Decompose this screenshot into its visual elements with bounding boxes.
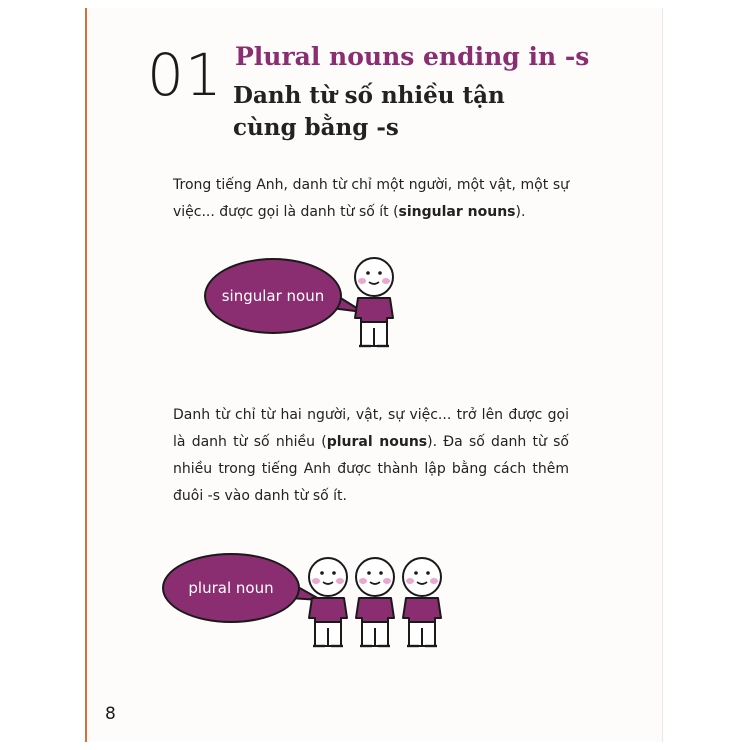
paragraph-singular-text: Trong tiếng Anh, danh từ chỉ một người, một vật, một sự việc... được gọi là danh từ số ít (	[173, 177, 569, 220]
speech-bubble-singular: singular noun	[204, 258, 342, 334]
page-number: 8	[105, 704, 116, 724]
book-page	[85, 8, 663, 742]
paragraph-plural-text: Danh từ chỉ từ hai người, vật, sự việc... trở lên được gọi là danh từ số nhiều (	[173, 407, 569, 450]
term-singular-nouns: singular nouns	[398, 204, 516, 220]
lesson-title-vietnamese: Danh từ số nhiều tận cùng bằng -s	[233, 82, 505, 141]
person-illustration	[349, 256, 399, 352]
lesson-title-english: Plural nouns ending in -s	[235, 42, 590, 71]
term-plural-nouns: plural nouns	[326, 434, 428, 450]
lesson-number: 01	[147, 41, 223, 109]
person-illustration	[303, 556, 353, 652]
person-illustration	[350, 556, 400, 652]
paragraph-plural	[173, 402, 569, 510]
paragraph-plural-end: ). Đa số danh từ số nhiều trong tiếng Anh được thành lập bằng cách thêm đuôi -s vào danh từ số ít.	[173, 434, 569, 504]
person-illustration	[397, 556, 447, 652]
paragraph-singular-end: ).	[515, 204, 526, 220]
speech-bubble-plural: plural noun	[162, 553, 300, 623]
paragraph-singular	[173, 172, 569, 226]
